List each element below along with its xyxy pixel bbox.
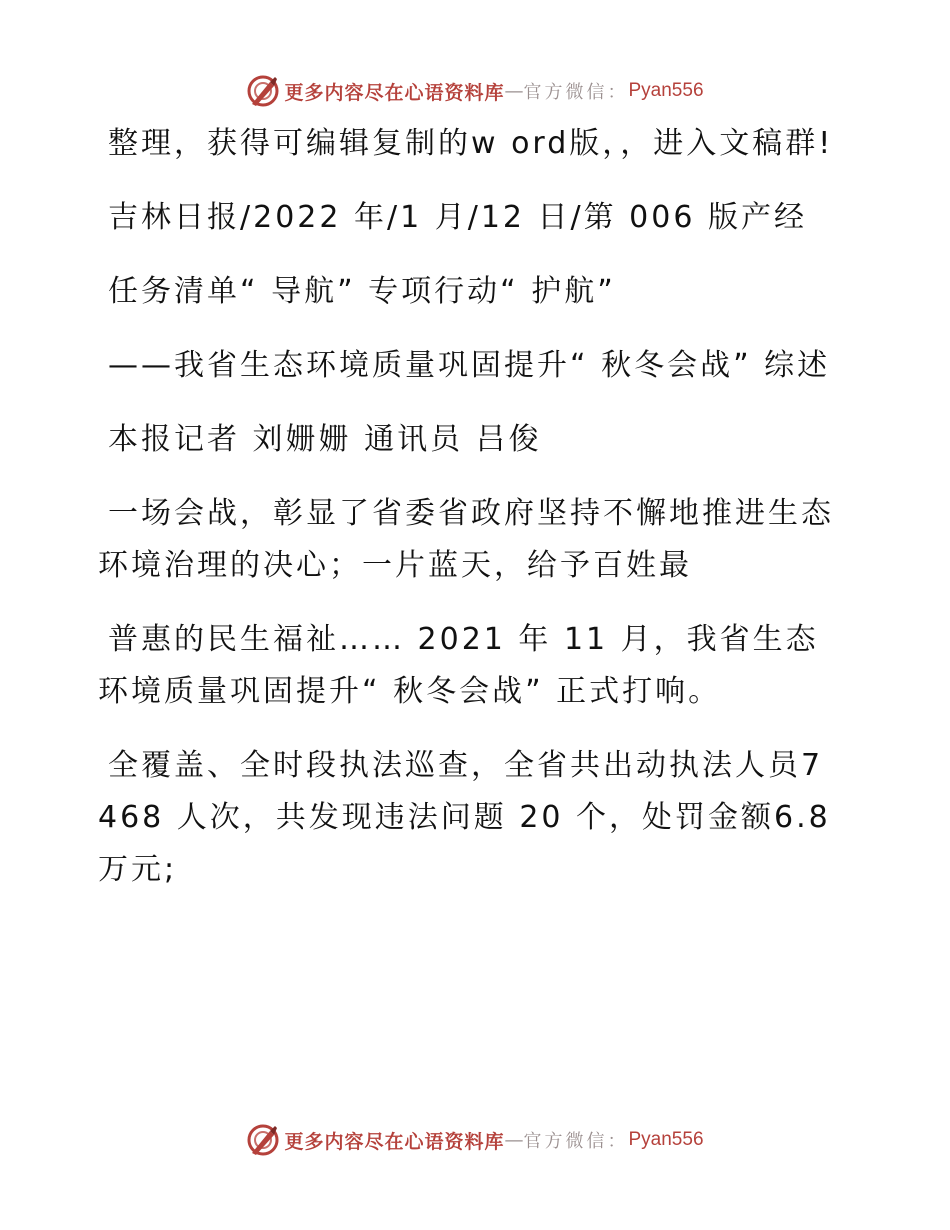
headline: 任务清单“ 导航” 专项行动“ 护航” (108, 274, 616, 309)
banner-wechat-id: Pyan556 (628, 1129, 704, 1150)
body-paragraph: 全覆盖、全时段执法巡查，全省共出动执法人员7468 人次，共发现违法问题 20 个，处罚金额6.8 万元; (98, 748, 831, 887)
source-line: 吉林日报/2022 年/1 月/12 日/第 006 版产经 (108, 200, 807, 235)
pen-logo-icon (246, 1123, 280, 1157)
banner-wechat-label: 官方微信： (523, 82, 629, 103)
header-banner (0, 71, 950, 111)
footer-banner (0, 1120, 950, 1160)
banner-wechat-label: 官方微信： (523, 1131, 629, 1152)
pen-logo-icon (246, 74, 280, 108)
byline: 本报记者 刘姗姗 通讯员 吕俊 (108, 422, 542, 457)
article-body (98, 118, 838, 918)
banner-separator: — (504, 1129, 524, 1151)
body-paragraph: 一场会战，彰显了省委省政府坚持不懈地推进生态环境治理的决心；一片蓝天，给予百姓最 (98, 496, 834, 583)
banner-site-text: 更多内容尽在心语资料库 (284, 1130, 505, 1153)
subheadline: ——我省生态环境质量巩固提升“ 秋冬会战” 综述 (108, 348, 831, 383)
banner-separator: — (504, 80, 524, 102)
banner-site-text: 更多内容尽在心语资料库 (284, 81, 505, 104)
intro-paragraph: 整理，获得可编辑复制的w ord版，，进入文稿群! (108, 126, 834, 161)
body-paragraph: 普惠的民生福祉…… 2021 年 11 月，我省生态环境质量巩固提升“ 秋冬会战” 正式打响。 (98, 622, 819, 709)
banner-wechat-id: Pyan556 (628, 80, 704, 101)
